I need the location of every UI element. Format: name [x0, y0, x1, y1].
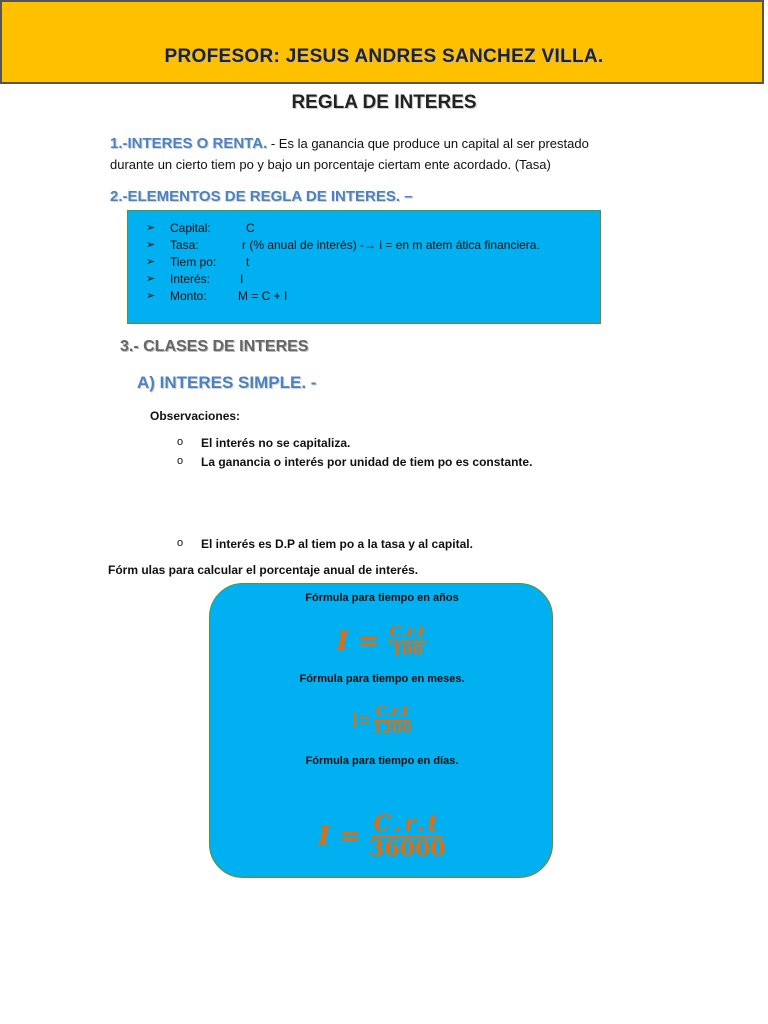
element-row [128, 237, 598, 254]
formula-numerator: C.r.t [375, 704, 410, 721]
element-row [128, 288, 598, 305]
formulas-intro: Fórm ulas para calcular el porcentaje anual de interés. [108, 563, 419, 577]
professor-name: PROFESOR: JESUS ANDRES SANCHEZ VILLA. [164, 46, 604, 67]
formula-months [210, 697, 554, 745]
arrow-bullet-icon: ➢ [146, 239, 156, 251]
formula-lhs: I= [352, 708, 371, 733]
arrow-bullet-icon: ➢ [146, 256, 156, 268]
formula-lhs: I = [336, 627, 380, 657]
formula-numerator: C.r.t [373, 810, 442, 837]
formula-years [210, 618, 554, 666]
formula-denominator: 36000 [369, 836, 446, 862]
observation-item [177, 537, 597, 553]
observation-text: El interés es D.P al tiem po a la tasa y al capital. [201, 537, 473, 551]
element-value: M = C + I [238, 289, 288, 303]
arrow-bullet-icon: ➢ [146, 222, 156, 234]
element-value: I [240, 272, 244, 286]
element-name: Capital: [170, 221, 211, 235]
circle-bullet-icon: o [177, 436, 184, 448]
page-title: REGLA DE INTERES [291, 92, 477, 113]
formula-lhs: I = [318, 822, 362, 852]
section1-text-line2: durante un cierto tiem po y bajo un porcentaje ciertam ente acordado. (Tasa) [110, 157, 551, 172]
observation-item [177, 436, 597, 452]
section1-paragraph [110, 135, 589, 152]
observation-text: El interés no se capitaliza. [201, 436, 351, 450]
formula-fraction [388, 625, 428, 659]
formula-denominator: 1200 [373, 721, 412, 737]
subsection-a-heading: A) INTERES SIMPLE. - [137, 373, 317, 392]
section2-heading: 2.-ELEMENTOS DE REGLA DE INTERES. – [110, 188, 413, 205]
observation-text: La ganancia o interés por unidad de tiem po es constante. [201, 455, 533, 469]
element-value: r (% anual de interés) -→ i = en m atem ática financiera. [242, 238, 540, 252]
section1-heading: 1.-INTERES O RENTA. [110, 135, 268, 152]
formula-label-days: Fórmula para tiempo en días. [305, 755, 459, 767]
element-value: C [246, 221, 255, 235]
formula-label-years: Fórmula para tiempo en años [305, 592, 459, 604]
observation-item [177, 455, 597, 471]
section3-heading: 3.- CLASES DE INTERES [120, 338, 309, 355]
section1-text-line1: - Es la ganancia que produce un capital al ser prestado [267, 136, 589, 151]
formula-label-months: Fórmula para tiempo en meses. [299, 673, 465, 685]
elements-box [127, 210, 601, 324]
element-value: t [246, 255, 250, 269]
header-banner [0, 0, 764, 84]
arrow-bullet-icon: ➢ [146, 290, 156, 302]
element-row [128, 271, 598, 288]
arrow-bullet-icon: ➢ [146, 273, 156, 285]
formula-fraction [373, 705, 412, 736]
observations-label: Observaciones: [150, 409, 241, 423]
circle-bullet-icon: o [177, 455, 184, 467]
formula-box [209, 583, 553, 878]
formula-denominator: 100 [391, 641, 424, 659]
element-row [128, 254, 598, 271]
formula-fraction [369, 810, 446, 862]
formula-days [210, 802, 554, 872]
element-row [128, 220, 598, 237]
element-name: Tiem po: [170, 255, 217, 269]
element-name: Interés: [170, 272, 211, 286]
formula-numerator: C.r.t [389, 623, 426, 642]
element-name: Monto: [170, 289, 207, 303]
circle-bullet-icon: o [177, 537, 184, 549]
element-name: Tasa: [170, 238, 199, 252]
